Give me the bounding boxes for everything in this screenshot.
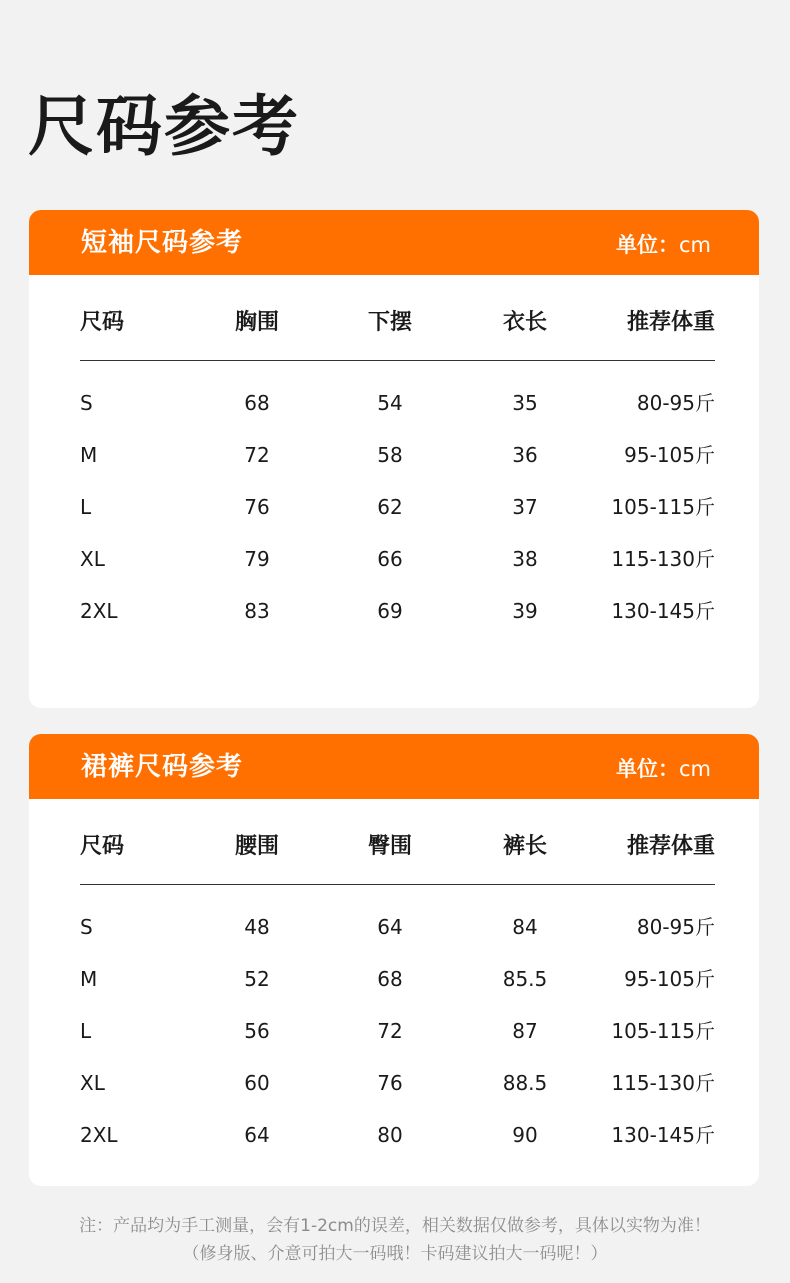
table-row <box>80 533 715 585</box>
size-cell: S <box>80 915 93 939</box>
table-cell: 66 <box>377 547 403 571</box>
column-header: 胸围 <box>192 306 322 361</box>
column-header: 臀围 <box>322 830 458 885</box>
weight-cell: 130-145斤 <box>611 599 715 623</box>
table-cell: 39 <box>512 599 538 623</box>
size-cell: 2XL <box>80 599 118 623</box>
table-cell: 38 <box>512 547 538 571</box>
table-cell: 79 <box>244 547 270 571</box>
weight-cell: 115-130斤 <box>611 1071 715 1095</box>
card-title: 裙裤尺码参考 <box>81 752 244 782</box>
unit-label-text: 单位： <box>615 233 679 257</box>
table-cell: 58 <box>377 443 403 467</box>
table-cell: 35 <box>512 391 538 415</box>
note-line: 注：产品均为手工测量，会有1-2cm的误差，相关数据仅做参考，具体以实物为准！ <box>79 1216 711 1236</box>
table-cell: 68 <box>377 967 403 991</box>
table-row <box>80 885 715 954</box>
table-cell: 36 <box>512 443 538 467</box>
table-cell: 76 <box>377 1071 403 1095</box>
size-cell: 2XL <box>80 1123 118 1147</box>
table-cell: 88.5 <box>502 1071 548 1095</box>
weight-cell: 105-115斤 <box>611 1019 715 1043</box>
column-header: 尺码 <box>80 830 192 885</box>
table-cell: 85.5 <box>502 967 548 991</box>
column-header: 裤长 <box>458 830 592 885</box>
table-cell: 62 <box>377 495 403 519</box>
size-cell: L <box>80 1019 92 1043</box>
table-row <box>80 429 715 481</box>
table-row <box>80 1005 715 1057</box>
size-cell: XL <box>80 1071 105 1095</box>
table-cell: 84 <box>512 915 538 939</box>
table-cell: 76 <box>244 495 270 519</box>
unit-value: cm <box>678 233 711 257</box>
table-row <box>80 585 715 637</box>
size-cell: XL <box>80 547 105 571</box>
table-cell: 69 <box>377 599 403 623</box>
weight-cell: 95-105斤 <box>624 967 715 991</box>
table-cell: 60 <box>244 1071 270 1095</box>
size-cell: M <box>80 443 98 467</box>
table-cell: 90 <box>512 1123 538 1147</box>
table-cell: 72 <box>377 1019 403 1043</box>
table-cell: 54 <box>377 391 403 415</box>
table-cell: 37 <box>512 495 538 519</box>
column-header: 下摆 <box>322 306 458 361</box>
unit-label <box>616 230 711 260</box>
size-table <box>80 306 715 637</box>
size-table <box>80 830 715 1161</box>
table-row <box>80 481 715 533</box>
column-header: 推荐体重 <box>592 830 715 885</box>
weight-cell: 115-130斤 <box>611 547 715 571</box>
weight-cell: 105-115斤 <box>611 495 715 519</box>
unit-label-text: 单位： <box>615 757 679 781</box>
column-header: 腰围 <box>192 830 322 885</box>
size-cell: M <box>80 967 98 991</box>
weight-cell: 95-105斤 <box>624 443 715 467</box>
column-header: 衣长 <box>458 306 592 361</box>
weight-cell: 130-145斤 <box>611 1123 715 1147</box>
table-header-row <box>80 306 715 361</box>
table-cell: 68 <box>244 391 270 415</box>
table-cell: 56 <box>244 1019 270 1043</box>
table-cell: 52 <box>244 967 270 991</box>
table-cell: 80 <box>377 1123 403 1147</box>
card-header <box>29 734 759 799</box>
column-header: 尺码 <box>80 306 192 361</box>
table-cell: 87 <box>512 1019 538 1043</box>
unit-value: cm <box>678 757 711 781</box>
table-cell: 64 <box>377 915 403 939</box>
table-cell: 83 <box>244 599 270 623</box>
table-row <box>80 361 715 430</box>
table-row <box>80 1109 715 1161</box>
table-cell: 48 <box>244 915 270 939</box>
note-line: （修身版、介意可拍大一码哦！卡码建议拍大一码呢！） <box>182 1244 608 1264</box>
card-header <box>29 210 759 275</box>
table-row <box>80 953 715 1005</box>
table-row <box>80 1057 715 1109</box>
pants-size-card <box>29 734 759 1186</box>
size-cell: L <box>80 495 92 519</box>
shirt-size-card <box>29 210 759 708</box>
column-header: 推荐体重 <box>592 306 715 361</box>
table-header-row <box>80 830 715 885</box>
card-title: 短袖尺码参考 <box>81 228 244 258</box>
table-cell: 72 <box>244 443 270 467</box>
table-cell: 64 <box>244 1123 270 1147</box>
weight-cell: 80-95斤 <box>636 915 715 939</box>
weight-cell: 80-95斤 <box>636 391 715 415</box>
size-cell: S <box>80 391 93 415</box>
unit-label <box>616 754 711 784</box>
measurement-note <box>0 1212 790 1268</box>
page-title: 尺码参考 <box>28 88 300 165</box>
